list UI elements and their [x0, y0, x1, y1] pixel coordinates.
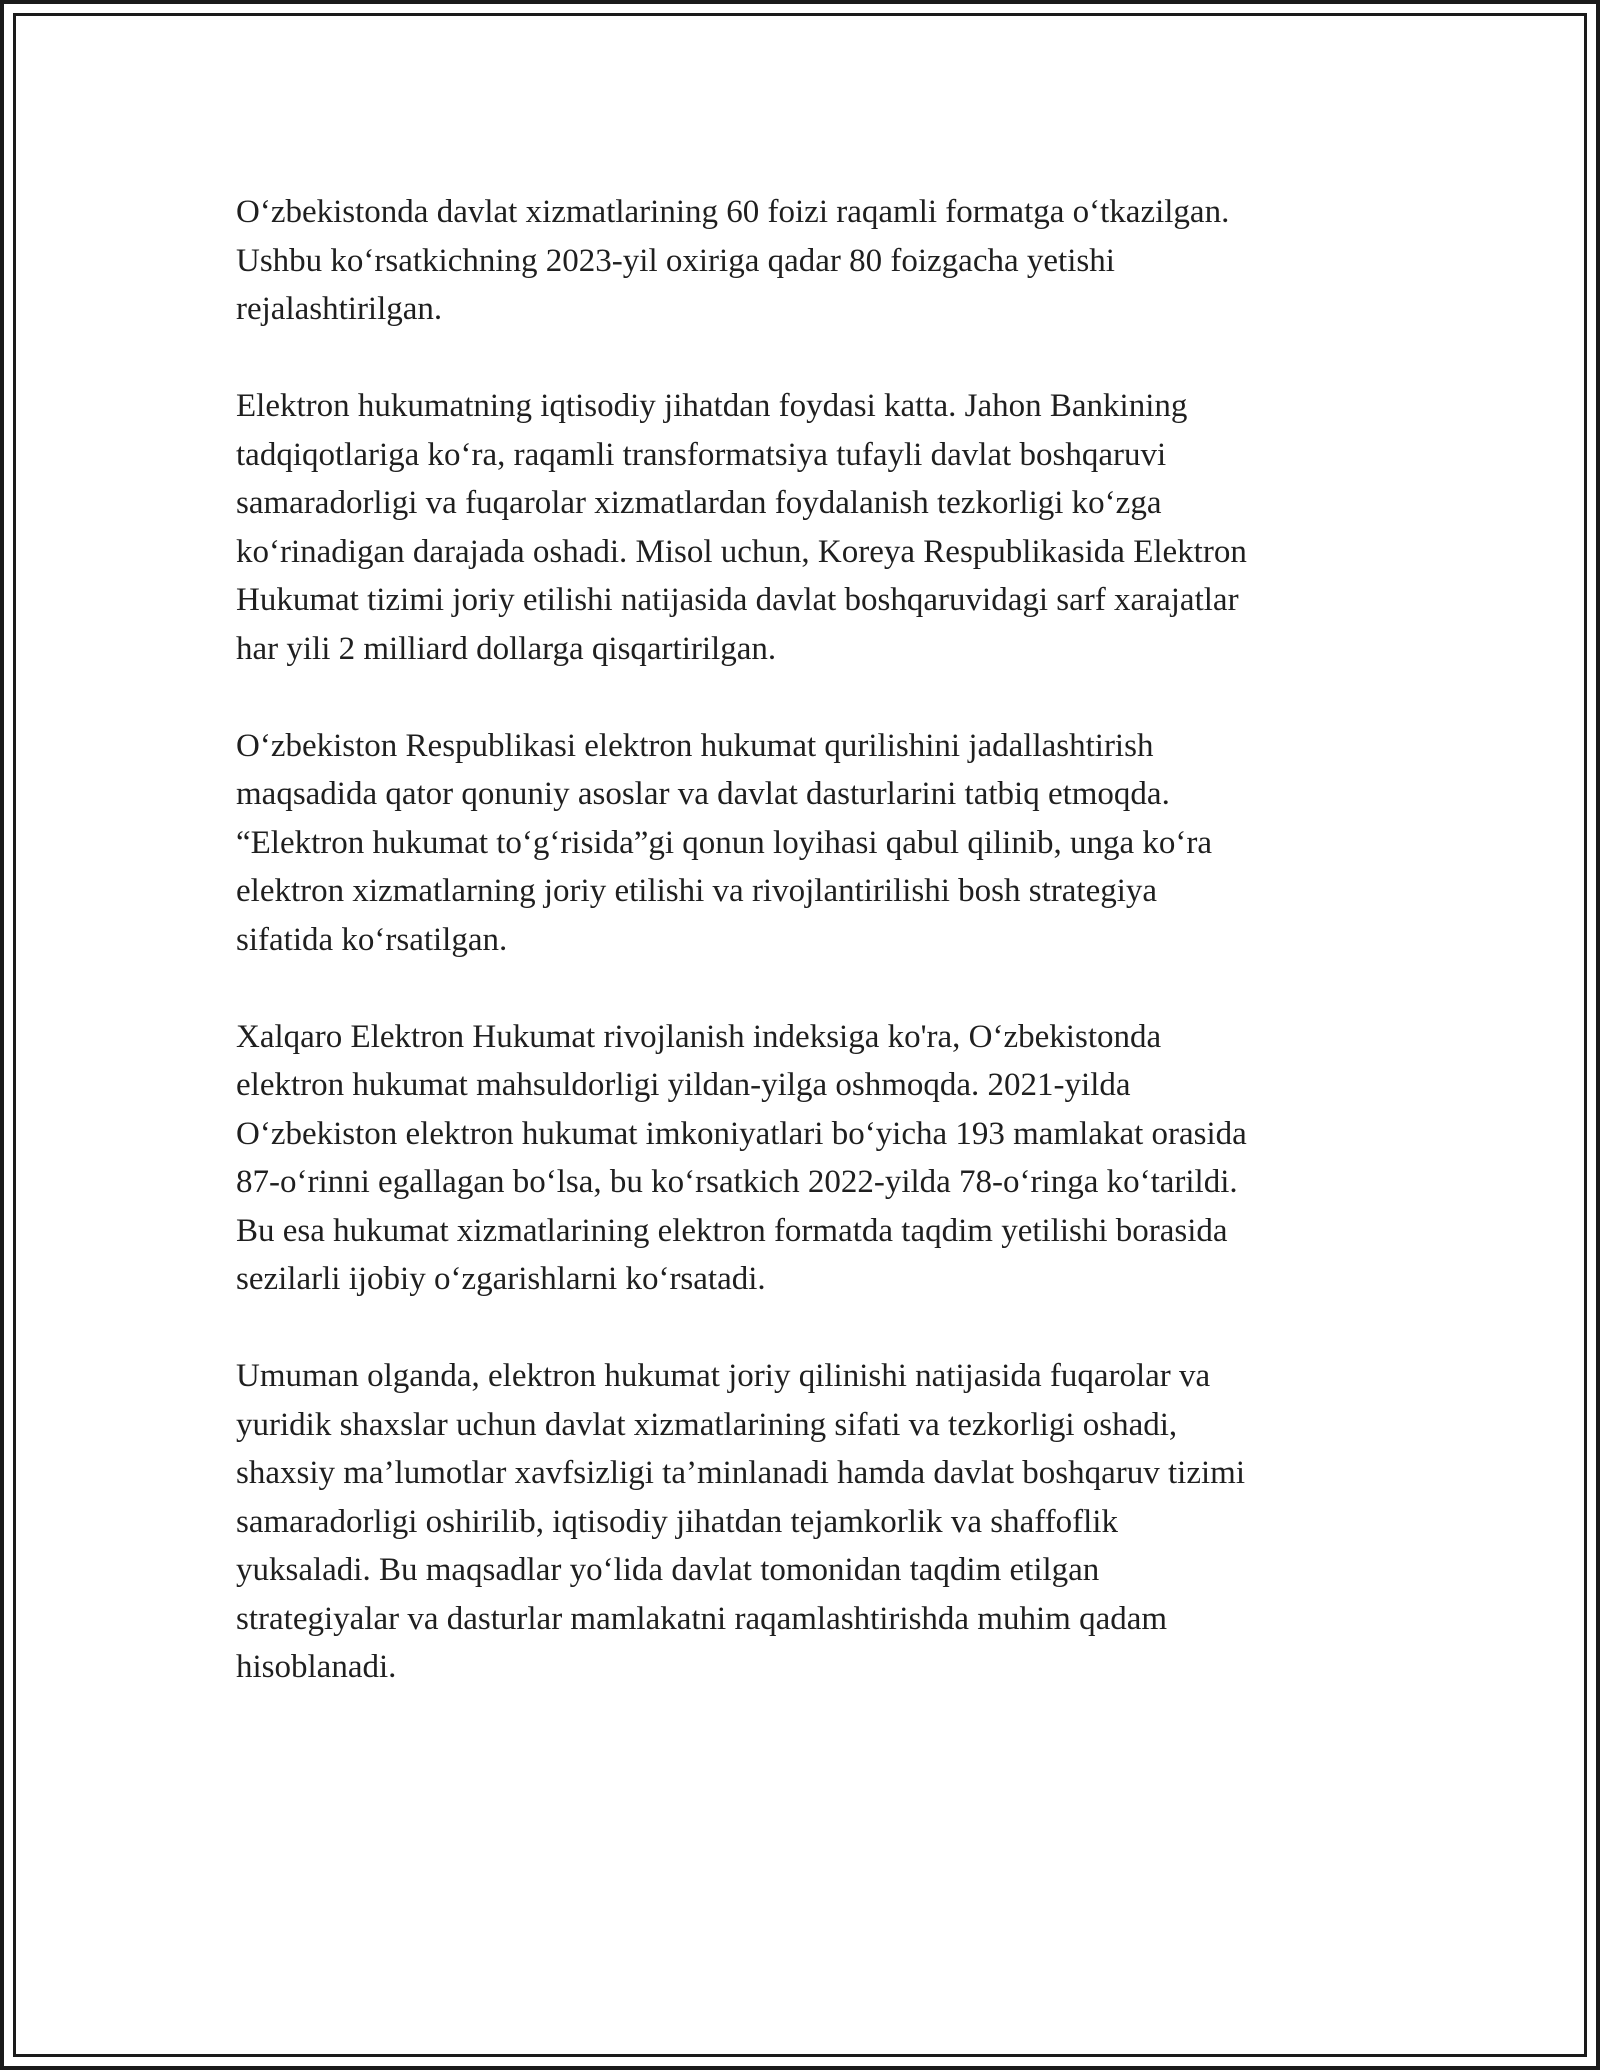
text-line: tadqiqotlariga ko‘ra, raqamli transformatsiya tufayli davlat boshqaruvi [236, 436, 1167, 473]
text-line: hisoblanadi. [236, 1649, 397, 1685]
text-line: Elektron hukumatning iqtisodiy jihatdan foydasi katta. Jahon Bankining [236, 388, 1188, 424]
text-line: Bu esa hukumat xizmatlarining elektron formatda taqdim yetilishi borasida [236, 1212, 1228, 1249]
text-line: strategiyalar va dasturlar mamlakatni raqamlashtirishda muhim qadam [236, 1600, 1168, 1637]
text-line: yuksaladi. Bu maqsadlar yo‘lida davlat tomonidan taqdim etilgan [236, 1552, 1100, 1588]
text-line: sifatida ko‘rsatilgan. [236, 921, 508, 958]
text-line: O‘zbekistonda davlat xizmatlarining 60 foizi raqamli formatga o‘tkazilgan. [236, 194, 1230, 230]
text-line: har yili 2 milliard dollarga qisqartirilgan. [236, 630, 777, 667]
text-line: samaradorligi va fuqarolar xizmatlardan foydalanish tezkorligi ko‘zga [236, 485, 1162, 521]
paragraph-5 [236, 1352, 1386, 1692]
text-line: O‘zbekiston elektron hukumat imkoniyatlari bo‘yicha 193 mamlakat orasida [236, 1115, 1247, 1152]
paragraph-3 [236, 722, 1386, 965]
text-line: elektron xizmatlarning joriy etilishi va rivojlantirilishi bosh strategiya [236, 873, 1158, 909]
text-line: Xalqaro Elektron Hukumat rivojlanish indeksiga ko'ra, O‘zbekistonda [236, 1018, 1162, 1055]
text-line: elektron hukumat mahsuldorligi yildan-yilga oshmoqda. 2021-yilda [236, 1067, 1131, 1103]
text-line: Umuman olganda, elektron hukumat joriy qilinishi natijasida fuqarolar va [236, 1358, 1211, 1394]
text-line: ko‘rinadigan darajada oshadi. Misol uchun, Koreya Respublikasida Elektron [236, 533, 1247, 570]
text-line: maqsadida qator qonuniy asoslar va davlat dasturlarini tatbiq etmoqda. [236, 776, 1170, 812]
text-line: samaradorligi oshirilib, iqtisodiy jihatdan tejamkorlik va shaffoflik [236, 1503, 1118, 1540]
text-line: 87-o‘rinni egallagan bo‘lsa, bu ko‘rsatkich 2022-yilda 78-o‘ringa ko‘tarildi. [236, 1164, 1238, 1200]
text-line: sezilarli ijobiy o‘zgarishlarni ko‘rsatadi. [236, 1261, 766, 1297]
text-line: yuridik shaxslar uchun davlat xizmatlarining sifati va tezkorligi oshadi, [236, 1406, 1178, 1443]
text-line: shaxsiy ma’lumotlar xavfsizligi ta’minlanadi hamda davlat boshqaruv tizimi [236, 1455, 1245, 1491]
paragraph-1 [236, 188, 1386, 334]
document-body [236, 188, 1386, 1740]
text-line: Ushbu ko‘rsatkichning 2023-yil oxiriga qadar 80 foizgacha yetishi [236, 242, 1115, 279]
paragraph-4 [236, 1013, 1386, 1304]
text-line: rejalashtirilgan. [236, 291, 443, 327]
text-line: Hukumat tizimi joriy etilishi natijasida davlat boshqaruvidagi sarf xarajatlar [236, 582, 1239, 618]
paragraph-2 [236, 382, 1386, 673]
text-line: O‘zbekiston Respublikasi elektron hukumat qurilishini jadallashtirish [236, 727, 1154, 764]
text-line: “Elektron hukumat to‘g‘risida”gi qonun loyihasi qabul qilinib, unga ko‘ra [236, 824, 1213, 861]
